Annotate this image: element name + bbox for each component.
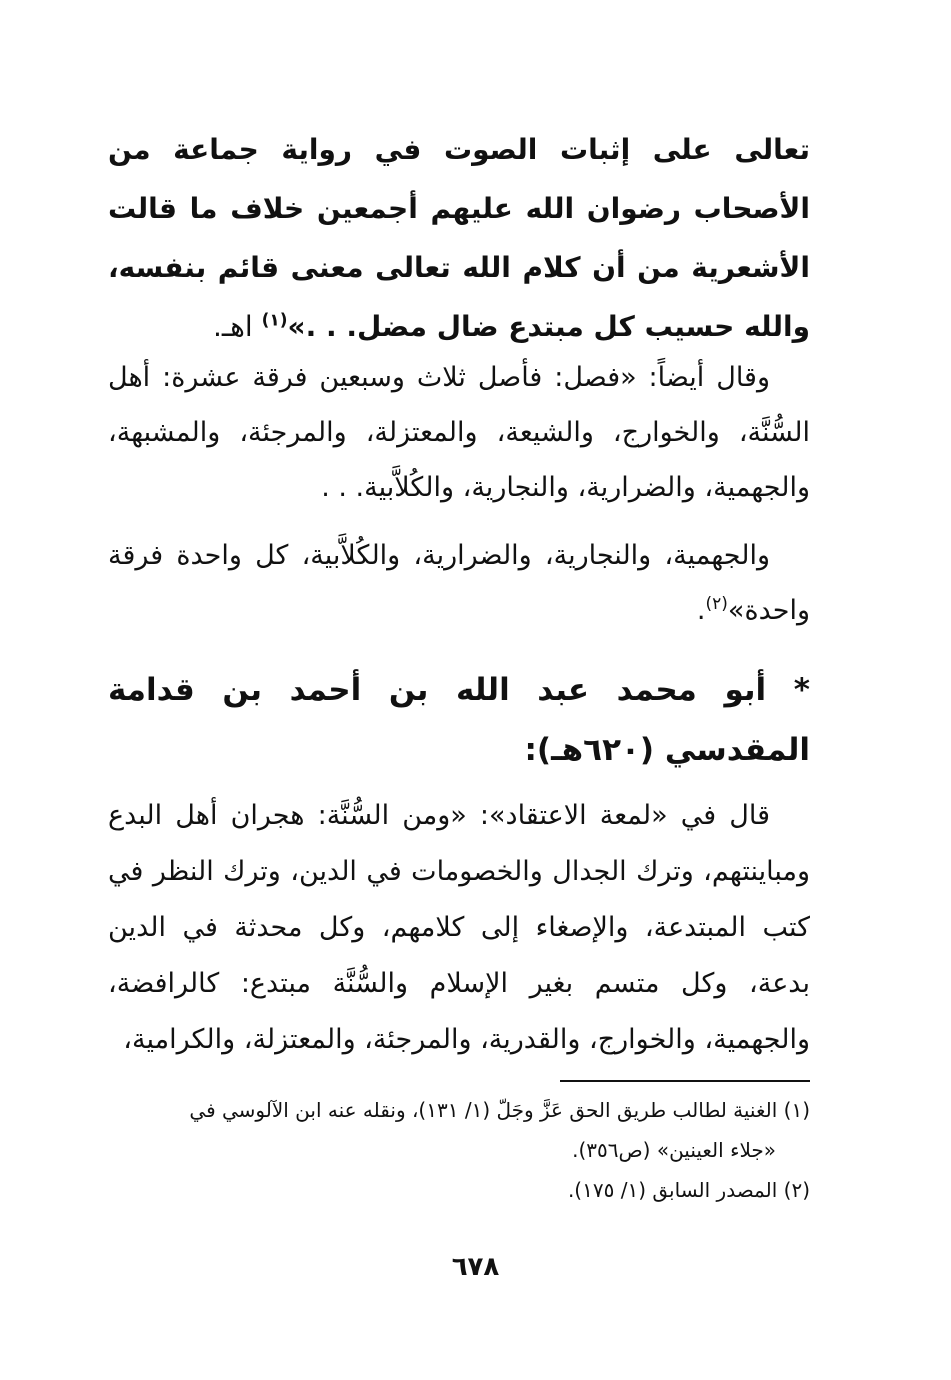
paragraph-sects-continued: [108, 528, 810, 638]
footnotes: [108, 1090, 810, 1210]
footnote-ref-2: (٢): [705, 594, 728, 614]
quote-end: اهـ.: [213, 310, 262, 343]
paragraph-end: .: [696, 595, 706, 626]
quote-block: [108, 120, 810, 356]
section-heading: * أبو محمد عبد الله بن أحمد بن قدامة المقدسي (٦٢٠هـ):: [108, 672, 810, 768]
paragraph-sects-continued-text: والجهمية، والنجارية، والضرارية، والكُلاَّبية، كل واحدة فرقة واحدة»: [108, 540, 810, 626]
paragraph-sects: [108, 350, 810, 515]
paragraph-sects-text: وقال أيضاً: «فصل: فأصل ثلاث وسبعين فرقة عشرة: أهل السُّنَّة، والخوارج، والشيعة، والمعتزلة، والمرجئة، والمشبهة، والجهمية، والضرارية، والنجارية، والكُلاَّبية. . .: [108, 362, 810, 503]
page-number: ٦٧٨: [451, 1252, 500, 1282]
footnote-1-line-2: «جلاء العينين» (ص٣٥٦).: [572, 1138, 776, 1162]
footnote-1-line-1: (١) الغنية لطالب طريق الحق عَزَّ وجَلّ (١/ ١٣١)، ونقله عنه ابن الآلوسي في: [189, 1098, 810, 1122]
quote-text: تعالى على إثبات الصوت في رواية جماعة من الأصحاب رضوان الله عليهم أجمعين خلاف ما قالت الأشعرية من أن كلام الله تعالى معنى قائم بنفسه، والله حسيب كل مبتدع ضال مضل. . .»: [108, 133, 810, 343]
footnote-divider: [560, 1080, 810, 1082]
paragraph-lumat-text: قال في «لمعة الاعتقاد»: «ومن السُّنَّة: هجران أهل البدع ومباينتهم، وترك الجدال والخصومات في الدين، وترك النظر في كتب المبتدعة، والإصغاء إلى كلامهم، وكل محدثة في الدين بدعة، وكل متسم بغير الإسلام والسُّنَّة مبتدع: كالرافضة، والجهمية، والخوارج، والقدرية، والمرجئة، والمعتزلة، والكرامية،: [108, 800, 810, 1055]
footnote-2: (٢) المصدر السابق (١/ ١٧٥).: [567, 1178, 810, 1202]
paragraph-lumat: [108, 788, 810, 1068]
footnote-ref-1: (١): [261, 310, 288, 331]
